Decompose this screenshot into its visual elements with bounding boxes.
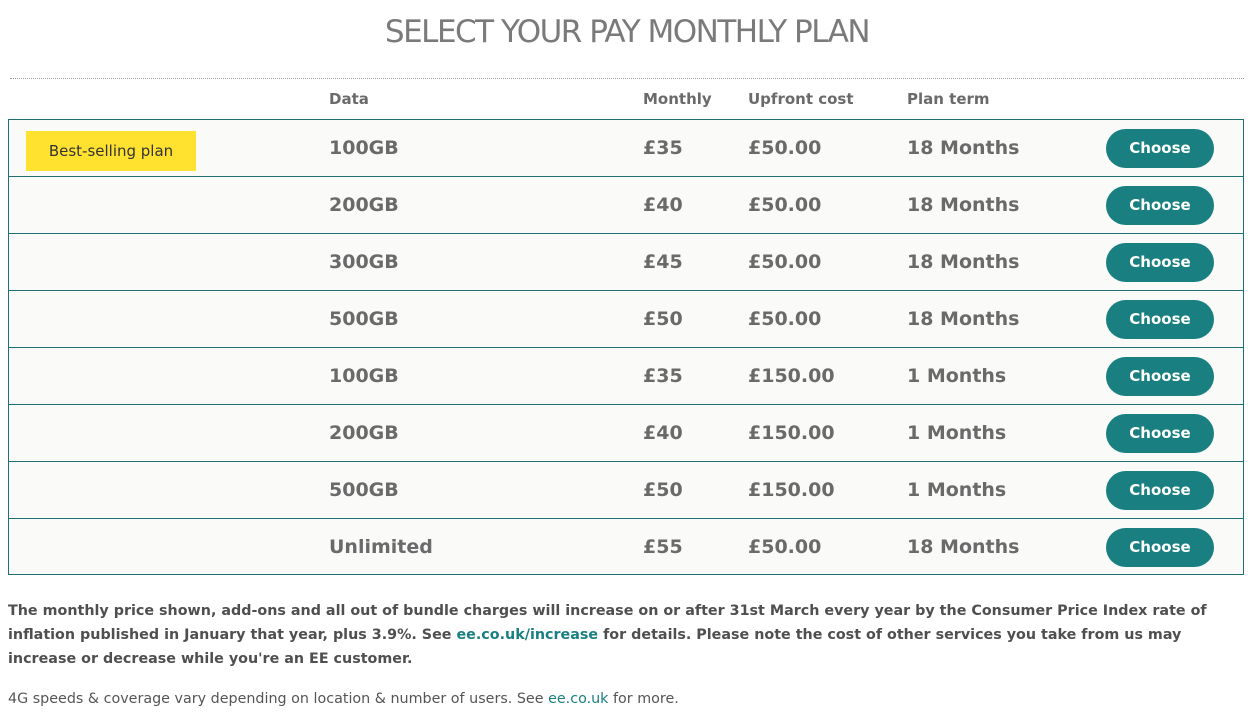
column-header-data: Data — [329, 90, 369, 108]
choose-button[interactable]: Choose — [1106, 300, 1214, 339]
page-title: SELECT YOUR PAY MONTHLY PLAN — [384, 14, 870, 50]
plan-data: 100GB — [329, 137, 399, 159]
plan-monthly: £45 — [643, 251, 683, 273]
plan-monthly: £35 — [643, 365, 683, 387]
choose-button[interactable]: Choose — [1106, 129, 1214, 168]
plan-term: 18 Months — [907, 251, 1020, 273]
plan-row — [9, 177, 1243, 234]
plan-term: 1 Months — [907, 422, 1007, 444]
plan-table — [8, 119, 1244, 575]
plan-monthly: £35 — [643, 137, 683, 159]
best-selling-badge: Best-selling plan — [26, 131, 196, 171]
plan-upfront: £150.00 — [748, 422, 835, 444]
plan-data: 200GB — [329, 194, 399, 216]
plan-monthly: £50 — [643, 308, 683, 330]
plan-upfront: £50.00 — [748, 536, 822, 558]
plan-row — [9, 519, 1243, 576]
ee-home-link[interactable]: ee.co.uk — [548, 691, 609, 707]
plan-row — [9, 234, 1243, 291]
plan-term: 1 Months — [907, 365, 1007, 387]
choose-button[interactable]: Choose — [1106, 243, 1214, 282]
plan-upfront: £150.00 — [748, 365, 835, 387]
column-header-term: Plan term — [907, 90, 990, 108]
plan-term: 18 Months — [907, 137, 1020, 159]
plan-upfront: £50.00 — [748, 251, 822, 273]
column-header-monthly: Monthly — [643, 90, 712, 108]
title-divider — [10, 78, 1244, 79]
coverage-note — [8, 687, 1244, 711]
coverage-note-text-end: for more. — [608, 691, 679, 707]
plan-data: Unlimited — [329, 536, 433, 558]
plan-upfront: £50.00 — [748, 308, 822, 330]
plan-monthly: £40 — [643, 194, 683, 216]
plan-row — [9, 462, 1243, 519]
plan-monthly: £40 — [643, 422, 683, 444]
choose-button[interactable]: Choose — [1106, 357, 1214, 396]
price-note-text-end: for details. Please note the cost of other services you take from us may increase or decrease while you're an EE customer. — [8, 627, 1182, 667]
plan-data: 300GB — [329, 251, 399, 273]
choose-button[interactable]: Choose — [1106, 528, 1214, 567]
plan-term: 18 Months — [907, 308, 1020, 330]
column-header-upfront: Upfront cost — [748, 90, 854, 108]
price-increase-note — [8, 599, 1244, 671]
plan-monthly: £50 — [643, 479, 683, 501]
plan-upfront: £150.00 — [748, 479, 835, 501]
plan-row — [9, 405, 1243, 462]
plan-data: 100GB — [329, 365, 399, 387]
coverage-note-text: 4G speeds & coverage vary depending on location & number of users. See — [8, 691, 549, 707]
plan-monthly: £55 — [643, 536, 683, 558]
plan-data: 200GB — [329, 422, 399, 444]
increase-link[interactable]: ee.co.uk/increase — [456, 627, 599, 643]
plan-data: 500GB — [329, 308, 399, 330]
choose-button[interactable]: Choose — [1106, 471, 1214, 510]
plan-term: 18 Months — [907, 536, 1020, 558]
choose-button[interactable]: Choose — [1106, 186, 1214, 225]
choose-button[interactable]: Choose — [1106, 414, 1214, 453]
plan-row — [9, 291, 1243, 348]
plan-term: 18 Months — [907, 194, 1020, 216]
plan-row — [9, 348, 1243, 405]
plan-term: 1 Months — [907, 479, 1007, 501]
price-note-text: The monthly price shown, add-ons and all out of bundle charges will increase on or after 31st March every year by the Consumer Price Index rate of inflation published in January that year, plus 3.9%. See — [8, 603, 1207, 643]
plan-data: 500GB — [329, 479, 399, 501]
plan-upfront: £50.00 — [748, 137, 822, 159]
plan-row — [9, 120, 1243, 177]
plan-upfront: £50.00 — [748, 194, 822, 216]
